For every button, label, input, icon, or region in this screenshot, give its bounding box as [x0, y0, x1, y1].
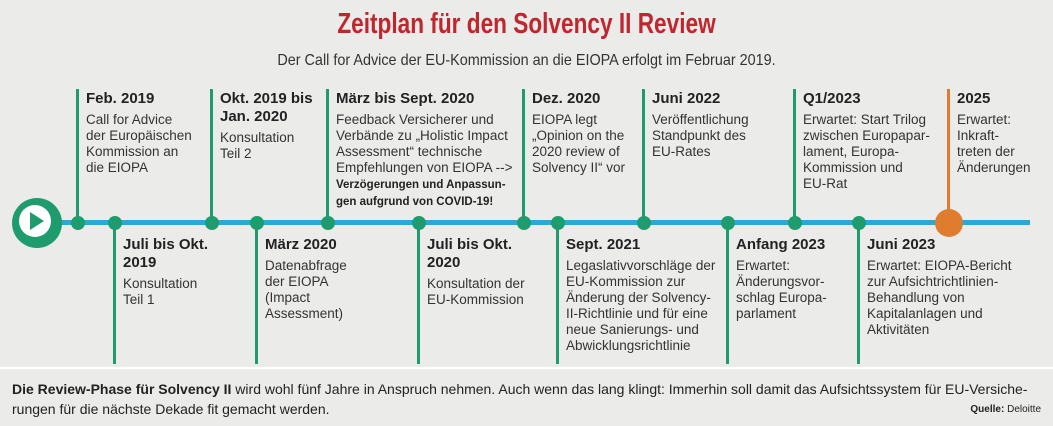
event-description-line: EU-Rat: [803, 176, 848, 191]
event-date-line: Q1/2023: [803, 90, 861, 107]
timeline-connector: [417, 222, 420, 364]
timeline-axis: [40, 220, 1030, 225]
event-description-line: Änderungen: [957, 160, 1031, 175]
event-date: [123, 236, 218, 272]
milestone-marker: [788, 216, 802, 230]
event-description-line: Datenabfrage: [265, 258, 347, 273]
event-description-line: Assessment“ technische: [336, 144, 483, 159]
timeline-event-bottom: [736, 236, 846, 322]
event-description-line: Konsultation: [123, 276, 198, 291]
event-description-line: Call for Advice: [86, 112, 173, 127]
play-icon: [12, 198, 62, 248]
event-description-line: Erwartet: Start Trilog: [803, 112, 927, 127]
event-description-line: treten der: [957, 144, 1015, 159]
timeline-event-top: [336, 90, 526, 210]
milestone-marker: [321, 216, 335, 230]
event-date-line: Juli bis Okt.: [123, 236, 209, 253]
timeline-connector: [726, 222, 729, 364]
event-description-line: EU-Kommission zur: [566, 274, 686, 289]
event-description-line: Assessment): [265, 306, 344, 321]
event-date: [427, 236, 547, 272]
timeline-connector: [522, 89, 525, 222]
event-description-line: Kommission an: [86, 144, 179, 159]
timeline-event-top: [803, 90, 933, 192]
event-date-line: Okt. 2019 bis: [220, 90, 313, 107]
event-date-line: Juni 2022: [652, 90, 721, 107]
timeline-connector: [857, 222, 860, 364]
event-description-line: parlament: [736, 306, 797, 321]
event-date-line: 2019: [123, 254, 157, 271]
page-subtitle: Der Call for Advice der EU-Kommission an die EIOPA erfolgt im Februar 2019.: [277, 52, 776, 69]
milestone-marker: [412, 216, 426, 230]
event-description-line: Kommission und: [803, 160, 903, 175]
event-note-line: gen aufgrund von COVID-19!: [336, 196, 494, 208]
milestone-marker: [205, 216, 219, 230]
milestone-marker: [551, 216, 565, 230]
event-description-line: Solvency II“ vor: [532, 160, 626, 175]
event-description-line: neue Sanierungs- und: [566, 322, 699, 337]
milestone-marker: [721, 216, 735, 230]
event-description-line: Teil 1: [123, 292, 155, 307]
source-label: Quelle:: [970, 404, 1005, 415]
event-date: [220, 90, 325, 126]
event-description-line: Erwartet:: [957, 112, 1012, 127]
event-description-line: EU-Rates: [652, 144, 711, 159]
event-date: [803, 90, 933, 108]
timeline-event-bottom: [123, 236, 218, 308]
footer-body: wird wohl fünf Jahre in Anspruch nehmen. Auch wenn das lang klingt: Immerhin soll damit das Aufsichtssystem für EU-Versiche-rungen für die nächste Dekade fit gemacht werden.: [12, 381, 1028, 417]
timeline-event-top: [957, 90, 1052, 176]
event-description-line: (Impact: [265, 290, 311, 305]
timeline-connector: [793, 89, 796, 222]
event-description-line: Änderung der Solvency-: [566, 290, 711, 305]
event-description-line: Erwartet:: [736, 258, 791, 273]
event-date: [957, 90, 1052, 108]
milestone-marker: [637, 216, 651, 230]
event-description-line: Veröffentlichung: [652, 112, 749, 127]
event-description-line: Feedback Versicherer und: [336, 112, 494, 127]
event-note-line: Verzögerungen und Anpassun-: [336, 179, 506, 191]
event-description-line: II-Richtlinie und für eine: [566, 306, 708, 321]
event-date: [86, 90, 211, 108]
event-description-line: 2020 review of: [532, 144, 620, 159]
event-date: [532, 90, 642, 108]
timeline-event-bottom: [566, 236, 736, 354]
timeline-event-bottom: [867, 236, 1047, 338]
event-date-line: Feb. 2019: [86, 90, 155, 107]
event-description-line: „Opinion on the: [532, 128, 625, 143]
timeline-connector: [642, 89, 645, 222]
event-description-line: Teil 2: [220, 146, 252, 161]
event-description-line: Kapitalanlagen und: [867, 306, 983, 321]
play-icon-inner: [19, 205, 51, 237]
event-description-line: Legaslativvorschläge der: [566, 258, 716, 273]
milestone-highlight-marker: [935, 209, 963, 237]
event-date-line: 2020: [427, 254, 461, 271]
timeline-event-bottom: [427, 236, 547, 308]
event-date: [652, 90, 782, 108]
milestone-marker: [250, 216, 264, 230]
source-name: Deloitte: [1007, 404, 1041, 415]
event-description-line: Empfehlungen von EIOPA -->: [336, 160, 513, 175]
event-description-line: Abwicklungsrichtlinie: [566, 338, 691, 353]
timeline-connector: [556, 222, 559, 364]
milestone-marker: [71, 216, 85, 230]
event-date-line: 2025: [957, 90, 991, 107]
event-date-line: Dez. 2020: [532, 90, 601, 107]
event-description-line: der EIOPA: [265, 274, 329, 289]
event-description-line: Erwartet: EIOPA-Bericht: [867, 258, 1012, 273]
event-date: [867, 236, 1047, 254]
timeline-event-top: [652, 90, 782, 160]
timeline-connector: [947, 89, 950, 222]
timeline-connector: [326, 89, 329, 222]
event-description-line: Konsultation: [220, 130, 295, 145]
event-date: [736, 236, 846, 254]
event-date-line: Juli bis Okt.: [427, 236, 513, 253]
event-date-line: Juni 2023: [867, 236, 936, 253]
timeline-connector: [76, 89, 79, 222]
timeline-event-top: [220, 90, 325, 162]
play-triangle-icon: [30, 212, 44, 230]
event-description-line: zur Aufsichtrichtlinien-: [867, 274, 999, 289]
event-description-line: Konsultation der: [427, 276, 525, 291]
event-date: [566, 236, 736, 254]
event-description-line: EU-Kommission: [427, 292, 524, 307]
page-title: Zeitplan für den Solvency II Review: [337, 8, 716, 40]
event-description-line: Behandlung von: [867, 290, 965, 305]
event-description-line: EIOPA legt: [532, 112, 598, 127]
event-date: [265, 236, 405, 254]
timeline-connector: [113, 222, 116, 364]
timeline-event-top: [86, 90, 211, 176]
event-description-line: Inkraft-: [957, 128, 1000, 143]
milestone-marker: [517, 216, 531, 230]
footer-divider: [0, 367, 1053, 369]
footer-text: [12, 379, 1042, 419]
timeline-connector: [255, 222, 258, 364]
event-description-line: Aktivitäten: [867, 322, 930, 337]
event-description-line: Standpunkt des: [652, 128, 746, 143]
event-date-line: Sept. 2021: [566, 236, 641, 253]
event-description-line: Änderungsvor-: [736, 274, 825, 289]
event-date-line: März 2020: [265, 236, 337, 253]
event-date-line: März bis Sept. 2020: [336, 90, 475, 107]
event-description-line: schlag Europa-: [736, 290, 827, 305]
milestone-marker: [108, 216, 122, 230]
event-description-line: zwischen Europapar-: [803, 128, 930, 143]
timeline-connector: [210, 89, 213, 222]
event-description-line: der Europäischen: [86, 128, 192, 143]
event-description-line: lament, Europa-: [803, 144, 900, 159]
source-credit: [970, 404, 1041, 415]
timeline-event-bottom: [265, 236, 405, 322]
event-date-line: Anfang 2023: [736, 236, 826, 253]
footer-bold: Die Review-Phase für Solvency II: [12, 381, 232, 397]
event-date: [336, 90, 526, 108]
event-description-line: Verbände zu „Holistic Impact: [336, 128, 508, 143]
milestone-marker: [852, 216, 866, 230]
event-date-line: Jan. 2020: [220, 108, 288, 125]
event-description-line: die EIOPA: [86, 160, 149, 175]
timeline-event-top: [532, 90, 642, 176]
